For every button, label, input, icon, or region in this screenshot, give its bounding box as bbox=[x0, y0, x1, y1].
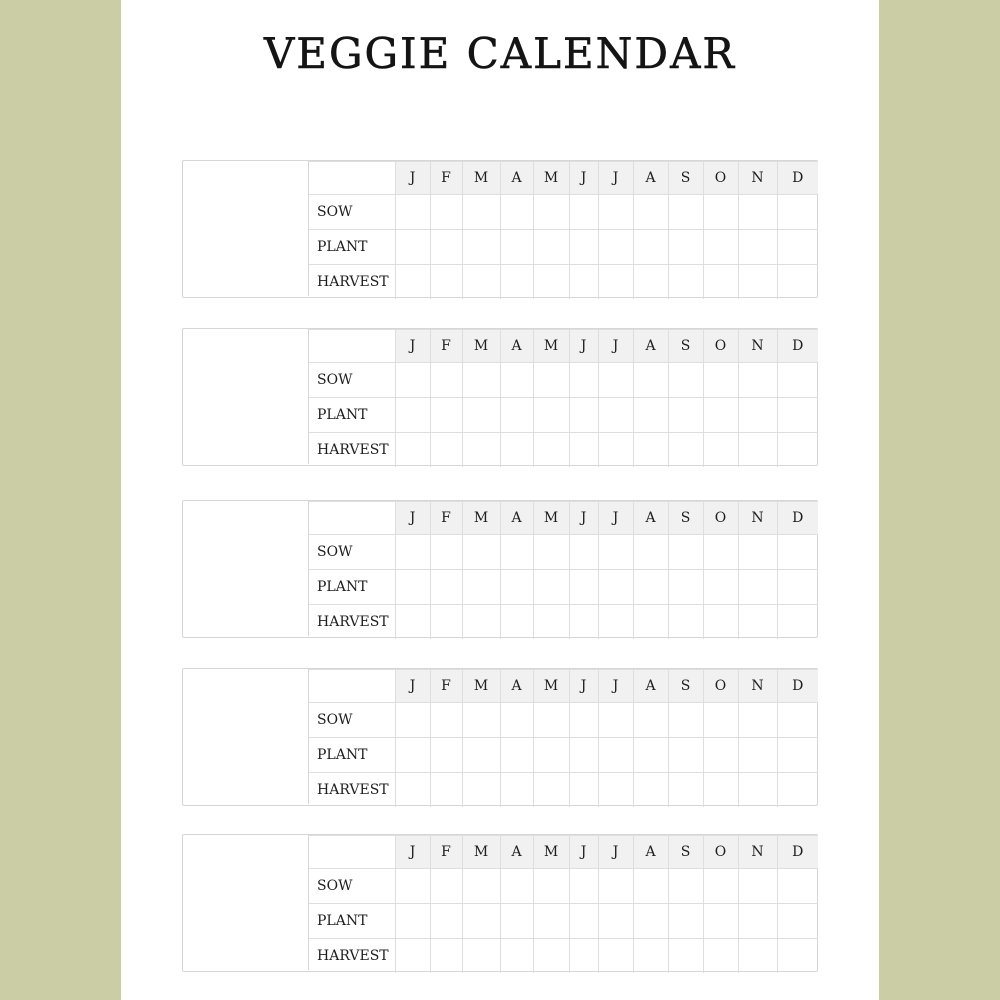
month-header-january: J bbox=[395, 162, 430, 195]
month-header-july: J bbox=[598, 670, 633, 703]
month-header-march: M bbox=[462, 670, 500, 703]
row-label-plant: PLANT bbox=[309, 570, 395, 605]
cell-harvest-april[interactable] bbox=[500, 939, 533, 974]
month-header-may: M bbox=[533, 502, 569, 535]
cell-plant-may[interactable] bbox=[533, 570, 569, 605]
month-header-december: D bbox=[777, 836, 818, 869]
veggie-name-box[interactable] bbox=[183, 835, 309, 970]
cell-harvest-april[interactable] bbox=[500, 265, 533, 300]
cell-sow-may[interactable] bbox=[533, 703, 569, 738]
cell-harvest-january[interactable] bbox=[395, 605, 430, 640]
month-header-june: J bbox=[569, 670, 598, 703]
veggie-name-box[interactable] bbox=[183, 669, 309, 804]
cell-sow-march[interactable] bbox=[462, 195, 500, 230]
row-label-sow: SOW bbox=[309, 869, 395, 904]
cell-plant-february[interactable] bbox=[430, 398, 462, 433]
cell-sow-september[interactable] bbox=[668, 703, 703, 738]
row-label-plant: PLANT bbox=[309, 904, 395, 939]
cell-harvest-april[interactable] bbox=[500, 773, 533, 808]
cell-harvest-june[interactable] bbox=[569, 939, 598, 974]
month-header-march: M bbox=[462, 502, 500, 535]
month-header-may: M bbox=[533, 330, 569, 363]
cell-harvest-april[interactable] bbox=[500, 433, 533, 468]
header-corner bbox=[309, 162, 395, 195]
cell-plant-september[interactable] bbox=[668, 230, 703, 265]
cell-sow-october[interactable] bbox=[703, 703, 738, 738]
cell-plant-may[interactable] bbox=[533, 904, 569, 939]
cell-harvest-july[interactable] bbox=[598, 773, 633, 808]
cell-plant-january[interactable] bbox=[395, 570, 430, 605]
table-row bbox=[309, 939, 818, 974]
month-header-august: A bbox=[633, 162, 668, 195]
cell-sow-december[interactable] bbox=[777, 869, 818, 904]
month-header-april: A bbox=[500, 670, 533, 703]
cell-sow-december[interactable] bbox=[777, 703, 818, 738]
month-header-may: M bbox=[533, 670, 569, 703]
month-header-march: M bbox=[462, 330, 500, 363]
cell-harvest-september[interactable] bbox=[668, 773, 703, 808]
cell-sow-january[interactable] bbox=[395, 535, 430, 570]
cell-harvest-november[interactable] bbox=[738, 939, 777, 974]
cell-harvest-august[interactable] bbox=[633, 433, 668, 468]
cell-plant-april[interactable] bbox=[500, 398, 533, 433]
cell-plant-august[interactable] bbox=[633, 738, 668, 773]
month-header-february: F bbox=[430, 330, 462, 363]
cell-harvest-july[interactable] bbox=[598, 433, 633, 468]
table-row bbox=[309, 738, 818, 773]
cell-sow-june[interactable] bbox=[569, 195, 598, 230]
cell-sow-december[interactable] bbox=[777, 535, 818, 570]
row-label-harvest: HARVEST bbox=[309, 939, 395, 974]
header-corner bbox=[309, 670, 395, 703]
cell-harvest-march[interactable] bbox=[462, 773, 500, 808]
cell-plant-may[interactable] bbox=[533, 398, 569, 433]
veggie-block-1 bbox=[182, 160, 818, 298]
cell-plant-october[interactable] bbox=[703, 570, 738, 605]
cell-harvest-april[interactable] bbox=[500, 605, 533, 640]
cell-plant-february[interactable] bbox=[430, 904, 462, 939]
month-header-july: J bbox=[598, 836, 633, 869]
table-row bbox=[309, 869, 818, 904]
row-label-plant: PLANT bbox=[309, 230, 395, 265]
cell-harvest-march[interactable] bbox=[462, 939, 500, 974]
cell-sow-december[interactable] bbox=[777, 363, 818, 398]
table-row bbox=[309, 773, 818, 808]
cell-sow-november[interactable] bbox=[738, 869, 777, 904]
veggie-block-3 bbox=[182, 500, 818, 638]
cell-sow-february[interactable] bbox=[430, 703, 462, 738]
cell-harvest-october[interactable] bbox=[703, 433, 738, 468]
cell-plant-april[interactable] bbox=[500, 570, 533, 605]
cell-harvest-march[interactable] bbox=[462, 433, 500, 468]
cell-sow-may[interactable] bbox=[533, 363, 569, 398]
cell-harvest-december[interactable] bbox=[777, 939, 818, 974]
cell-plant-august[interactable] bbox=[633, 398, 668, 433]
cell-harvest-june[interactable] bbox=[569, 433, 598, 468]
month-header-october: O bbox=[703, 836, 738, 869]
month-header-row bbox=[309, 330, 818, 363]
cell-sow-september[interactable] bbox=[668, 535, 703, 570]
month-header-june: J bbox=[569, 836, 598, 869]
month-header-march: M bbox=[462, 836, 500, 869]
cell-plant-june[interactable] bbox=[569, 398, 598, 433]
cell-plant-june[interactable] bbox=[569, 230, 598, 265]
cell-sow-july[interactable] bbox=[598, 535, 633, 570]
cell-plant-june[interactable] bbox=[569, 738, 598, 773]
cell-harvest-may[interactable] bbox=[533, 433, 569, 468]
cell-harvest-november[interactable] bbox=[738, 265, 777, 300]
cell-harvest-december[interactable] bbox=[777, 433, 818, 468]
cell-sow-august[interactable] bbox=[633, 703, 668, 738]
cell-plant-january[interactable] bbox=[395, 230, 430, 265]
cell-harvest-january[interactable] bbox=[395, 773, 430, 808]
cell-harvest-march[interactable] bbox=[462, 605, 500, 640]
cell-sow-may[interactable] bbox=[533, 535, 569, 570]
row-label-sow: SOW bbox=[309, 535, 395, 570]
cell-plant-october[interactable] bbox=[703, 398, 738, 433]
cell-harvest-june[interactable] bbox=[569, 773, 598, 808]
cell-plant-january[interactable] bbox=[395, 904, 430, 939]
month-grid bbox=[309, 669, 818, 807]
cell-plant-january[interactable] bbox=[395, 398, 430, 433]
cell-plant-december[interactable] bbox=[777, 230, 818, 265]
cell-sow-april[interactable] bbox=[500, 363, 533, 398]
cell-harvest-october[interactable] bbox=[703, 773, 738, 808]
cell-harvest-december[interactable] bbox=[777, 773, 818, 808]
cell-harvest-may[interactable] bbox=[533, 265, 569, 300]
header-corner bbox=[309, 502, 395, 535]
cell-harvest-october[interactable] bbox=[703, 265, 738, 300]
cell-plant-february[interactable] bbox=[430, 230, 462, 265]
month-header-september: S bbox=[668, 670, 703, 703]
cell-sow-june[interactable] bbox=[569, 869, 598, 904]
cell-sow-february[interactable] bbox=[430, 535, 462, 570]
month-header-row bbox=[309, 162, 818, 195]
cell-plant-november[interactable] bbox=[738, 738, 777, 773]
cell-harvest-february[interactable] bbox=[430, 433, 462, 468]
cell-plant-february[interactable] bbox=[430, 570, 462, 605]
cell-sow-april[interactable] bbox=[500, 535, 533, 570]
cell-harvest-november[interactable] bbox=[738, 773, 777, 808]
cell-plant-april[interactable] bbox=[500, 904, 533, 939]
cell-plant-march[interactable] bbox=[462, 230, 500, 265]
month-header-december: D bbox=[777, 502, 818, 535]
calendar-page bbox=[121, 0, 879, 1000]
table-row bbox=[309, 363, 818, 398]
month-header-september: S bbox=[668, 162, 703, 195]
cell-harvest-september[interactable] bbox=[668, 265, 703, 300]
cell-plant-september[interactable] bbox=[668, 570, 703, 605]
cell-sow-june[interactable] bbox=[569, 703, 598, 738]
cell-plant-june[interactable] bbox=[569, 904, 598, 939]
row-label-sow: SOW bbox=[309, 195, 395, 230]
veggie-block-5 bbox=[182, 834, 818, 972]
cell-plant-march[interactable] bbox=[462, 738, 500, 773]
table-row bbox=[309, 230, 818, 265]
cell-sow-november[interactable] bbox=[738, 535, 777, 570]
month-header-august: A bbox=[633, 670, 668, 703]
cell-sow-june[interactable] bbox=[569, 535, 598, 570]
month-header-june: J bbox=[569, 330, 598, 363]
cell-plant-december[interactable] bbox=[777, 904, 818, 939]
cell-sow-january[interactable] bbox=[395, 703, 430, 738]
cell-sow-january[interactable] bbox=[395, 869, 430, 904]
cell-sow-february[interactable] bbox=[430, 363, 462, 398]
month-header-november: N bbox=[738, 502, 777, 535]
month-header-july: J bbox=[598, 330, 633, 363]
month-header-february: F bbox=[430, 670, 462, 703]
cell-harvest-july[interactable] bbox=[598, 939, 633, 974]
month-header-may: M bbox=[533, 836, 569, 869]
cell-harvest-september[interactable] bbox=[668, 433, 703, 468]
header-corner bbox=[309, 836, 395, 869]
veggie-block-4 bbox=[182, 668, 818, 806]
table-row bbox=[309, 570, 818, 605]
cell-sow-april[interactable] bbox=[500, 703, 533, 738]
cell-plant-april[interactable] bbox=[500, 230, 533, 265]
cell-sow-october[interactable] bbox=[703, 195, 738, 230]
month-header-august: A bbox=[633, 502, 668, 535]
table-row bbox=[309, 703, 818, 738]
cell-plant-september[interactable] bbox=[668, 738, 703, 773]
cell-plant-april[interactable] bbox=[500, 738, 533, 773]
cell-plant-july[interactable] bbox=[598, 738, 633, 773]
table-row bbox=[309, 535, 818, 570]
month-header-row bbox=[309, 836, 818, 869]
month-header-december: D bbox=[777, 162, 818, 195]
month-header-december: D bbox=[777, 670, 818, 703]
cell-sow-february[interactable] bbox=[430, 869, 462, 904]
cell-sow-october[interactable] bbox=[703, 869, 738, 904]
month-header-june: J bbox=[569, 502, 598, 535]
cell-sow-march[interactable] bbox=[462, 869, 500, 904]
cell-plant-november[interactable] bbox=[738, 570, 777, 605]
month-header-april: A bbox=[500, 502, 533, 535]
header-corner bbox=[309, 330, 395, 363]
veggie-name-box[interactable] bbox=[183, 501, 309, 636]
month-header-february: F bbox=[430, 836, 462, 869]
table-row bbox=[309, 433, 818, 468]
month-header-november: N bbox=[738, 162, 777, 195]
cell-plant-may[interactable] bbox=[533, 738, 569, 773]
month-header-april: A bbox=[500, 162, 533, 195]
cell-harvest-august[interactable] bbox=[633, 939, 668, 974]
cell-plant-august[interactable] bbox=[633, 570, 668, 605]
cell-harvest-march[interactable] bbox=[462, 265, 500, 300]
cell-sow-february[interactable] bbox=[430, 195, 462, 230]
cell-plant-september[interactable] bbox=[668, 904, 703, 939]
cell-plant-february[interactable] bbox=[430, 738, 462, 773]
cell-sow-march[interactable] bbox=[462, 363, 500, 398]
month-header-june: J bbox=[569, 162, 598, 195]
cell-harvest-february[interactable] bbox=[430, 773, 462, 808]
month-header-october: O bbox=[703, 502, 738, 535]
cell-plant-november[interactable] bbox=[738, 230, 777, 265]
cell-harvest-october[interactable] bbox=[703, 605, 738, 640]
cell-sow-may[interactable] bbox=[533, 195, 569, 230]
cell-plant-october[interactable] bbox=[703, 904, 738, 939]
month-header-july: J bbox=[598, 162, 633, 195]
cell-plant-march[interactable] bbox=[462, 570, 500, 605]
row-label-harvest: HARVEST bbox=[309, 265, 395, 300]
row-label-harvest: HARVEST bbox=[309, 605, 395, 640]
cell-sow-august[interactable] bbox=[633, 363, 668, 398]
cell-sow-november[interactable] bbox=[738, 703, 777, 738]
cell-plant-august[interactable] bbox=[633, 230, 668, 265]
month-header-january: J bbox=[395, 330, 430, 363]
cell-sow-july[interactable] bbox=[598, 703, 633, 738]
month-header-october: O bbox=[703, 330, 738, 363]
cell-sow-july[interactable] bbox=[598, 869, 633, 904]
cell-plant-november[interactable] bbox=[738, 398, 777, 433]
cell-plant-january[interactable] bbox=[395, 738, 430, 773]
month-header-january: J bbox=[395, 502, 430, 535]
cell-sow-july[interactable] bbox=[598, 195, 633, 230]
cell-harvest-january[interactable] bbox=[395, 939, 430, 974]
cell-harvest-january[interactable] bbox=[395, 265, 430, 300]
cell-harvest-august[interactable] bbox=[633, 605, 668, 640]
table-row bbox=[309, 398, 818, 433]
cell-sow-july[interactable] bbox=[598, 363, 633, 398]
month-header-august: A bbox=[633, 836, 668, 869]
month-header-september: S bbox=[668, 836, 703, 869]
cell-plant-july[interactable] bbox=[598, 398, 633, 433]
month-header-october: O bbox=[703, 670, 738, 703]
cell-sow-october[interactable] bbox=[703, 535, 738, 570]
cell-plant-november[interactable] bbox=[738, 904, 777, 939]
month-grid bbox=[309, 329, 818, 467]
cell-sow-january[interactable] bbox=[395, 195, 430, 230]
cell-sow-may[interactable] bbox=[533, 869, 569, 904]
cell-harvest-august[interactable] bbox=[633, 773, 668, 808]
month-header-november: N bbox=[738, 670, 777, 703]
month-header-may: M bbox=[533, 162, 569, 195]
cell-sow-january[interactable] bbox=[395, 363, 430, 398]
cell-plant-december[interactable] bbox=[777, 570, 818, 605]
cell-harvest-august[interactable] bbox=[633, 265, 668, 300]
cell-harvest-november[interactable] bbox=[738, 433, 777, 468]
row-label-harvest: HARVEST bbox=[309, 433, 395, 468]
cell-harvest-december[interactable] bbox=[777, 265, 818, 300]
veggie-name-box[interactable] bbox=[183, 161, 309, 296]
month-header-january: J bbox=[395, 836, 430, 869]
cell-sow-june[interactable] bbox=[569, 363, 598, 398]
veggie-name-box[interactable] bbox=[183, 329, 309, 464]
cell-sow-august[interactable] bbox=[633, 535, 668, 570]
cell-harvest-november[interactable] bbox=[738, 605, 777, 640]
cell-sow-august[interactable] bbox=[633, 869, 668, 904]
cell-sow-november[interactable] bbox=[738, 195, 777, 230]
cell-plant-october[interactable] bbox=[703, 230, 738, 265]
table-row bbox=[309, 605, 818, 640]
cell-harvest-september[interactable] bbox=[668, 605, 703, 640]
cell-harvest-february[interactable] bbox=[430, 939, 462, 974]
month-grid bbox=[309, 501, 818, 639]
month-grid bbox=[309, 161, 818, 299]
cell-plant-august[interactable] bbox=[633, 904, 668, 939]
month-header-november: N bbox=[738, 330, 777, 363]
cell-harvest-june[interactable] bbox=[569, 265, 598, 300]
cell-plant-july[interactable] bbox=[598, 230, 633, 265]
month-header-april: A bbox=[500, 330, 533, 363]
month-header-october: O bbox=[703, 162, 738, 195]
cell-harvest-september[interactable] bbox=[668, 939, 703, 974]
cell-harvest-february[interactable] bbox=[430, 605, 462, 640]
cell-plant-september[interactable] bbox=[668, 398, 703, 433]
row-label-plant: PLANT bbox=[309, 738, 395, 773]
row-label-harvest: HARVEST bbox=[309, 773, 395, 808]
row-label-plant: PLANT bbox=[309, 398, 395, 433]
month-header-april: A bbox=[500, 836, 533, 869]
cell-sow-september[interactable] bbox=[668, 869, 703, 904]
row-label-sow: SOW bbox=[309, 703, 395, 738]
month-header-september: S bbox=[668, 502, 703, 535]
cell-harvest-december[interactable] bbox=[777, 605, 818, 640]
cell-sow-march[interactable] bbox=[462, 535, 500, 570]
month-header-february: F bbox=[430, 502, 462, 535]
cell-harvest-february[interactable] bbox=[430, 265, 462, 300]
cell-plant-may[interactable] bbox=[533, 230, 569, 265]
cell-harvest-june[interactable] bbox=[569, 605, 598, 640]
cell-sow-april[interactable] bbox=[500, 195, 533, 230]
cell-harvest-july[interactable] bbox=[598, 605, 633, 640]
month-header-row bbox=[309, 670, 818, 703]
month-header-january: J bbox=[395, 670, 430, 703]
cell-plant-march[interactable] bbox=[462, 904, 500, 939]
month-header-september: S bbox=[668, 330, 703, 363]
cell-harvest-may[interactable] bbox=[533, 605, 569, 640]
cell-sow-september[interactable] bbox=[668, 363, 703, 398]
cell-sow-december[interactable] bbox=[777, 195, 818, 230]
cell-plant-december[interactable] bbox=[777, 398, 818, 433]
cell-plant-july[interactable] bbox=[598, 570, 633, 605]
cell-harvest-october[interactable] bbox=[703, 939, 738, 974]
month-header-november: N bbox=[738, 836, 777, 869]
table-row bbox=[309, 195, 818, 230]
page-title: VEGGIE CALENDAR bbox=[263, 29, 737, 78]
cell-harvest-july[interactable] bbox=[598, 265, 633, 300]
cell-plant-october[interactable] bbox=[703, 738, 738, 773]
cell-sow-april[interactable] bbox=[500, 869, 533, 904]
cell-sow-september[interactable] bbox=[668, 195, 703, 230]
row-label-sow: SOW bbox=[309, 363, 395, 398]
cell-sow-october[interactable] bbox=[703, 363, 738, 398]
month-header-july: J bbox=[598, 502, 633, 535]
month-grid bbox=[309, 835, 818, 973]
table-row bbox=[309, 265, 818, 300]
month-header-august: A bbox=[633, 330, 668, 363]
cell-sow-march[interactable] bbox=[462, 703, 500, 738]
veggie-block-2 bbox=[182, 328, 818, 466]
cell-plant-march[interactable] bbox=[462, 398, 500, 433]
cell-harvest-january[interactable] bbox=[395, 433, 430, 468]
month-header-december: D bbox=[777, 330, 818, 363]
cell-plant-june[interactable] bbox=[569, 570, 598, 605]
cell-sow-august[interactable] bbox=[633, 195, 668, 230]
month-header-row bbox=[309, 502, 818, 535]
cell-harvest-may[interactable] bbox=[533, 773, 569, 808]
cell-sow-november[interactable] bbox=[738, 363, 777, 398]
cell-plant-july[interactable] bbox=[598, 904, 633, 939]
cell-plant-december[interactable] bbox=[777, 738, 818, 773]
table-row bbox=[309, 904, 818, 939]
month-header-march: M bbox=[462, 162, 500, 195]
month-header-february: F bbox=[430, 162, 462, 195]
cell-harvest-may[interactable] bbox=[533, 939, 569, 974]
